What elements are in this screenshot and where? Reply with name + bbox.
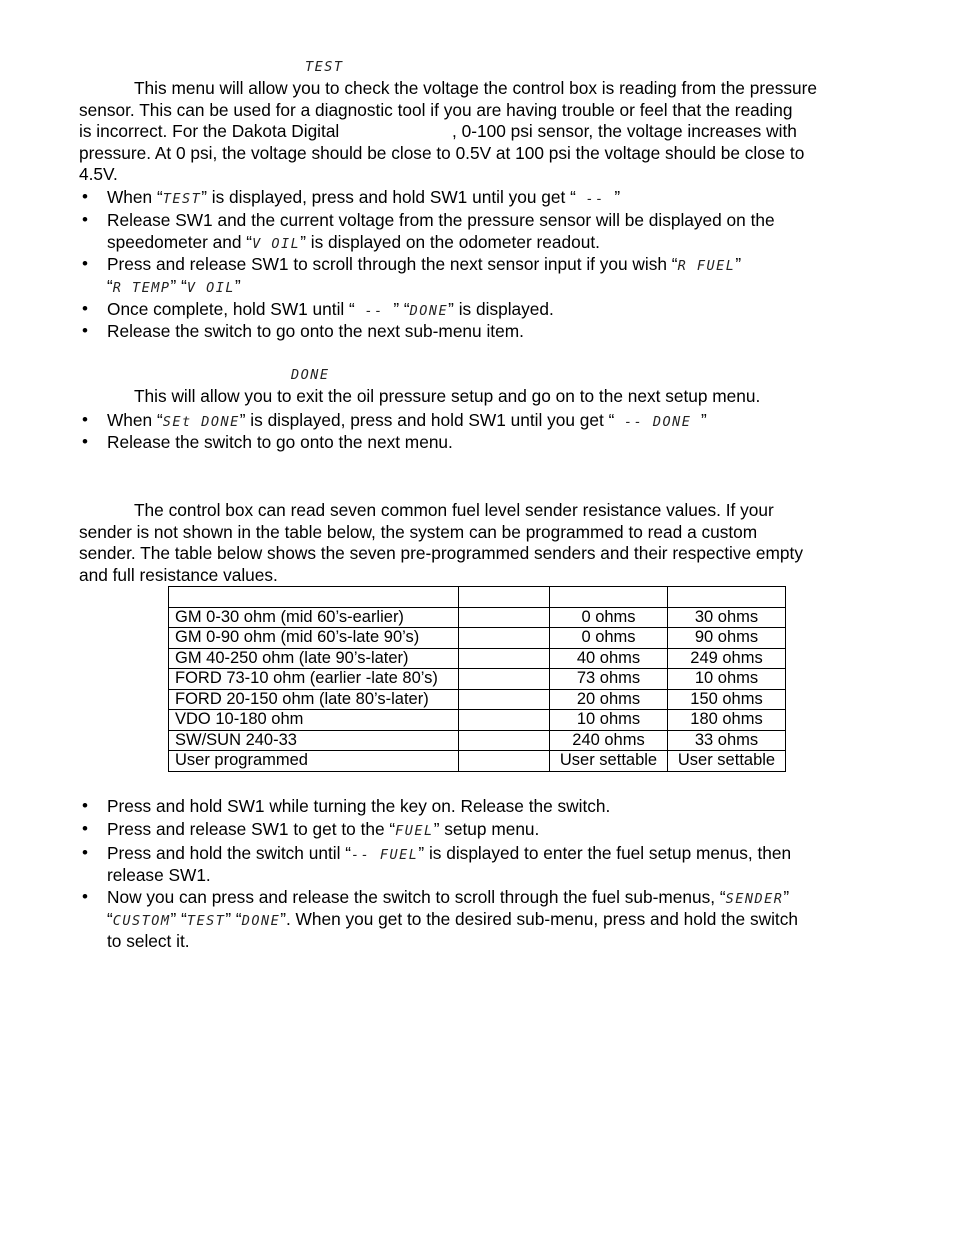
bullet-icon: • [82, 254, 88, 273]
sender-name: GM 0-90 ohm (mid 60’s-late 90’s) [169, 628, 459, 649]
text: ”. When you get to the desired sub-menu, press and hold the switch [280, 909, 798, 929]
sender-name: GM 40-250 ohm (late 90’s-later) [169, 648, 459, 669]
test-bullet-4 [107, 298, 554, 322]
sender-setting [459, 607, 550, 628]
table-row [169, 689, 786, 710]
test-intro-line-1: This menu will allow you to check the voltage the control box is reading from the pressure [134, 78, 817, 98]
test-bullet-3-line-2 [107, 275, 241, 299]
lcd-text: DONE [241, 913, 281, 929]
text: ” [235, 276, 241, 296]
table-header-row [169, 587, 786, 608]
test-bullet-2-line-1: Release SW1 and the current voltage from the pressure sensor will be displayed on the [107, 210, 775, 230]
sender-name: GM 0-30 ohm (mid 60’s-earlier) [169, 607, 459, 628]
test-bullet-3-line-1 [107, 253, 741, 277]
fuel-bullet-2 [107, 818, 539, 842]
text: When “ [107, 410, 163, 430]
text: ” [701, 410, 707, 430]
text: “ [107, 909, 113, 929]
sender-name: VDO 10-180 ohm [169, 710, 459, 731]
sender-name: User programmed [169, 751, 459, 772]
lcd-text: V OIL [252, 236, 301, 252]
full-resistance: 249 ohms [668, 648, 786, 669]
bullet-icon: • [82, 887, 88, 906]
text: ” is displayed on the odometer readout. [300, 232, 600, 252]
fuel-bullet-4-line-2 [107, 908, 798, 932]
text: ” “ [225, 909, 242, 929]
sender-setting [459, 669, 550, 690]
test-bullet-2-line-2 [107, 231, 600, 255]
done-bullet-2: Release the switch to go onto the next menu. [107, 432, 453, 452]
header-cell [550, 587, 668, 608]
test-intro-line-4: pressure. At 0 psi, the voltage should be close to 0.5V at 100 psi the voltage should be close to [79, 143, 805, 163]
bullet-icon: • [82, 210, 88, 229]
text: “ [107, 276, 113, 296]
lcd-text: FUEL [395, 823, 434, 839]
table-row [169, 751, 786, 772]
table-row [169, 730, 786, 751]
done-bullet-1 [107, 409, 707, 433]
text: ” “ [170, 909, 187, 929]
text: ” is displayed, press and hold SW1 until you get “ [239, 410, 615, 430]
fuel-intro-line-1: The control box can read seven common fuel level sender resistance values. If your [134, 500, 774, 520]
table-row [169, 710, 786, 731]
text: ” [735, 254, 742, 274]
lcd-text: DONE [409, 303, 449, 319]
lcd-text: R TEMP [112, 280, 171, 296]
full-resistance: 180 ohms [668, 710, 786, 731]
bullet-icon: • [82, 321, 88, 340]
test-bullet-5: Release the switch to go onto the next sub-menu item. [107, 321, 524, 341]
lcd-text: V OIL [186, 280, 235, 296]
text: Once complete, hold SW1 until “ [107, 299, 355, 319]
fuel-bullet-4-line-3: to select it. [107, 931, 190, 951]
test-intro-line-3a: is incorrect. For the Dakota Digital [79, 121, 340, 141]
table-row [169, 607, 786, 628]
text: Press and release SW1 to get to the “ [107, 819, 396, 839]
lcd-text: TEST [162, 191, 202, 207]
full-resistance: 10 ohms [668, 669, 786, 690]
header-cell [169, 587, 459, 608]
fuel-intro-line-4: and full resistance values. [79, 565, 278, 585]
lcd-text: SENDER [725, 891, 784, 907]
bullet-icon: • [82, 299, 88, 318]
text: ” [783, 887, 790, 907]
fuel-bullet-1: Press and hold SW1 while turning the key on. Release the switch. [107, 796, 611, 816]
bullet-icon: • [82, 187, 88, 206]
sender-setting [459, 730, 550, 751]
bullet-icon: • [82, 410, 88, 429]
full-resistance: 33 ohms [668, 730, 786, 751]
sender-name: FORD 73-10 ohm (earlier -late 80’s) [169, 669, 459, 690]
fuel-intro-line-2: sender is not shown in the table below, the system can be programmed to read a custom [79, 522, 758, 542]
done-intro: This will allow you to exit the oil pressure setup and go on to the next setup menu. [134, 386, 761, 406]
bullet-icon: • [82, 843, 88, 862]
text: ” setup menu. [433, 819, 540, 839]
sender-setting [459, 689, 550, 710]
empty-resistance: 0 ohms [550, 628, 668, 649]
text: ” [614, 187, 621, 207]
full-resistance: 150 ohms [668, 689, 786, 710]
bullet-icon: • [82, 432, 88, 451]
lcd-text: TEST [186, 913, 226, 929]
sender-setting [459, 628, 550, 649]
lcd-text: -- DONE [614, 414, 702, 430]
test-intro-line-2: sensor. This can be used for a diagnostic tool if you are having trouble or feel that the reading [79, 100, 793, 120]
test-intro-line-5: 4.5V. [79, 164, 118, 184]
empty-resistance: 0 ohms [550, 607, 668, 628]
sender-setting [459, 648, 550, 669]
done-heading: DONE [291, 367, 330, 383]
text: ” is displayed to enter the fuel setup menus, then [418, 843, 792, 863]
table-row [169, 628, 786, 649]
lcd-text: -- [575, 191, 615, 207]
lcd-text: -- FUEL [350, 847, 419, 863]
lcd-text: CUSTOM [112, 913, 171, 929]
empty-resistance: User settable [550, 751, 668, 772]
text: speedometer and “ [107, 232, 253, 252]
fuel-bullet-3-line-2: release SW1. [107, 865, 211, 885]
empty-resistance: 40 ohms [550, 648, 668, 669]
text: When “ [107, 187, 163, 207]
sender-name: SW/SUN 240-33 [169, 730, 459, 751]
sender-name: FORD 20-150 ohm (late 80’s-later) [169, 689, 459, 710]
header-cell [668, 587, 786, 608]
test-heading: TEST [305, 59, 344, 75]
bullet-icon: • [82, 819, 88, 838]
text: Now you can press and release the switch to scroll through the fuel sub-menus, “ [107, 887, 726, 907]
text: Press and release SW1 to scroll through the next sensor input if you wish “ [107, 254, 678, 274]
table-row [169, 648, 786, 669]
fuel-bullet-4-line-1 [107, 886, 789, 910]
sender-setting [459, 751, 550, 772]
sender-setting [459, 710, 550, 731]
text: ” “ [170, 276, 187, 296]
bullet-icon: • [82, 796, 88, 815]
lcd-text: -- [354, 303, 394, 319]
table-row [169, 669, 786, 690]
lcd-text: SEt DONE [162, 414, 240, 430]
header-cell [459, 587, 550, 608]
test-intro-line-3b: , 0-100 psi sensor, the voltage increases with [452, 121, 797, 141]
empty-resistance: 240 ohms [550, 730, 668, 751]
lcd-text: R FUEL [677, 258, 736, 274]
full-resistance: 30 ohms [668, 607, 786, 628]
empty-resistance: 73 ohms [550, 669, 668, 690]
empty-resistance: 20 ohms [550, 689, 668, 710]
test-bullet-1 [107, 186, 620, 210]
text: ” is displayed. [448, 299, 554, 319]
text: Press and hold the switch until “ [107, 843, 351, 863]
empty-resistance: 10 ohms [550, 710, 668, 731]
fuel-bullet-3-line-1 [107, 842, 791, 866]
full-resistance: 90 ohms [668, 628, 786, 649]
text: ” is displayed, press and hold SW1 until you get “ [201, 187, 576, 207]
full-resistance: User settable [668, 751, 786, 772]
fuel-intro-line-3: sender. The table below shows the seven pre-programmed senders and their respective empty [79, 543, 803, 563]
sender-resistance-table [168, 586, 786, 772]
text: ” “ [393, 299, 410, 319]
